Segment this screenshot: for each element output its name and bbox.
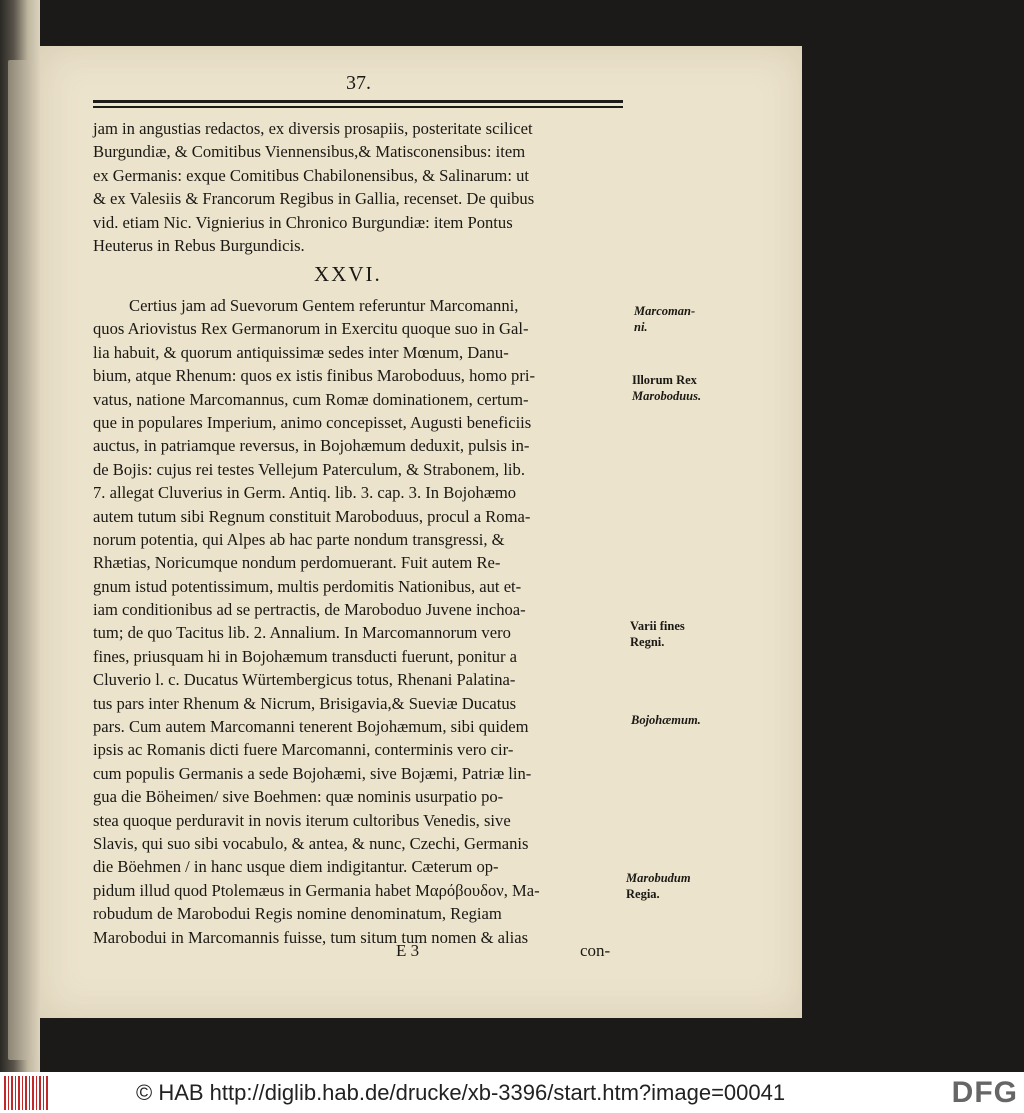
viewer-footer	[0, 1072, 1024, 1113]
text-line: tus pars inter Rhenum & Nicrum, Brisigavia,& Sueviæ Ducatus	[93, 693, 517, 713]
margin-note-line: Maroboduus.	[632, 389, 702, 403]
text-line: norum potentia, qui Alpes ab hac parte nondum transgressi, &	[93, 529, 505, 549]
signature-mark: E 3	[396, 941, 420, 960]
text-line: Heuterus in Rebus Burgundicis.	[93, 235, 305, 255]
text-line: Cluverio l. c. Ducatus Würtembergicus totus, Rhenani Palatina-	[93, 670, 516, 690]
text-line: gnum istud potentissimum, multis perdomitis Nationibus, aut et-	[93, 576, 522, 596]
text-line: gua die Böheimen/ sive Boehmen: quæ nominis usurpatio po-	[93, 787, 504, 807]
copyright-link[interactable]: © HAB http://diglib.hab.de/drucke/xb-3396/start.htm?image=00041	[136, 1079, 786, 1105]
margin-note-line: Marobudum	[626, 871, 691, 885]
catchword: con-	[580, 941, 611, 960]
section-heading: XXVI.	[314, 262, 382, 286]
text-line: Marobodui in Marcomannis fuisse, tum situm tum nomen & alias	[93, 927, 529, 947]
text-line: ipsis ac Romanis dicti fuere Marcomanni, conterminis vero cir-	[93, 740, 514, 760]
margin-note-rex	[632, 372, 701, 404]
text-line: iam conditionibus ad se pertractis, de Maroboduo Juvene inchoa-	[93, 600, 526, 620]
text-line: jam in angustias redactos, ex diversis prosapiis, posteritate scilicet	[93, 119, 533, 138]
text-line: tum; de quo Tacitus lib. 2. Annalium. In Marcomannorum vero	[93, 623, 511, 643]
margin-note-line: Marcoman-	[634, 304, 696, 318]
margin-note-line: Illorum Rex	[632, 373, 697, 387]
margin-note-line: Regni.	[630, 635, 665, 649]
text-line: fines, priusquam hi in Bojohæmum transducti fuerunt, ponitur a	[93, 646, 518, 666]
text-line: & ex Valesiis & Francorum Regibus in Gallia, recenset. De quibus	[93, 189, 535, 209]
text-line: vid. etiam Nic. Vignierius in Chronico Burgundiæ: item Pontus	[93, 212, 513, 232]
text-line: auctus, in patriamque reversus, in Bojohæmum deduxit, pulsis in-	[93, 436, 530, 456]
margin-note-line: Varii fines	[630, 619, 685, 633]
text-line: ex Germanis: exque Comitibus Chabilonensibus, & Salinarum: ut	[93, 165, 529, 185]
text-line: pidum illud quod Ptolemæus in Germania habet Μαρόβουδον, Ma-	[93, 880, 540, 900]
margin-note-bojohaemum	[631, 712, 701, 728]
text-line: autem tutum sibi Regnum constituit Maroboduus, procul a Roma-	[93, 506, 531, 526]
text-line: Slavis, qui suo sibi vocabulo, & antea, & nunc, Czechi, Germanis	[93, 833, 529, 853]
text-line: de Bojis: cujus rei testes Vellejum Paterculum, & Strabonem, lib.	[93, 459, 525, 479]
text-line: stea quoque perduravit in novis iterum cultoribus Venedis, sive	[93, 810, 511, 830]
page-number: 37.	[346, 72, 371, 94]
margin-note-fines	[630, 618, 685, 650]
paragraph-2	[93, 294, 623, 949]
facing-page-edge	[8, 60, 38, 1060]
dfg-logo: DFG	[951, 1076, 1018, 1109]
text-line: bium, atque Rhenum: quos ex istis finibus Maroboduus, homo pri-	[93, 366, 536, 386]
margin-note-line: Regia.	[626, 887, 660, 901]
text-line: cum populis Germanis a sede Bojohæmi, sive Bojæmi, Patriæ lin-	[93, 763, 532, 783]
header-rule-top	[93, 100, 623, 103]
margin-note-line: ni.	[634, 320, 648, 334]
text-line: vatus, natione Marcomannus, cum Romæ dominationem, certum-	[93, 389, 529, 409]
text-line: que in populares Imperium, animo concepisset, Augusti beneficiis	[93, 412, 532, 432]
text-line: lia habuit, & quorum antiquissimæ sedes inter Mœnum, Danu-	[93, 342, 509, 362]
text-line: robudum de Marobodui Regis nomine denominatum, Regiam	[93, 904, 502, 924]
text-line: die Böehmen / in hanc usque diem indigitantur. Cæterum op-	[93, 857, 499, 877]
text-line: 7. allegat Cluverius in Germ. Antiq. lib. 3. cap. 3. In Bojohæmo	[93, 483, 517, 503]
margin-note-line: Bojohæmum.	[631, 713, 701, 727]
text-line: Burgundiæ, & Comitibus Viennensibus,& Matisconensibus: item	[93, 142, 526, 162]
paragraph-1	[93, 117, 623, 257]
text-line: Certius jam ad Suevorum Gentem referuntur Marcomanni,	[129, 296, 519, 315]
header-rule-bottom	[93, 106, 623, 108]
text-line: quos Ariovistus Rex Germanorum in Exercitu quoque suo in Gal-	[93, 319, 529, 339]
text-line: Rhætias, Noricumque nondum perdomuerant. Fuit autem Re-	[93, 553, 501, 573]
text-line: pars. Cum autem Marcomanni tenerent Bojohæmum, sibi quidem	[93, 717, 529, 737]
barcode-icon	[4, 1076, 48, 1110]
margin-note-marcomanni	[634, 303, 695, 335]
margin-note-regia	[626, 870, 691, 902]
